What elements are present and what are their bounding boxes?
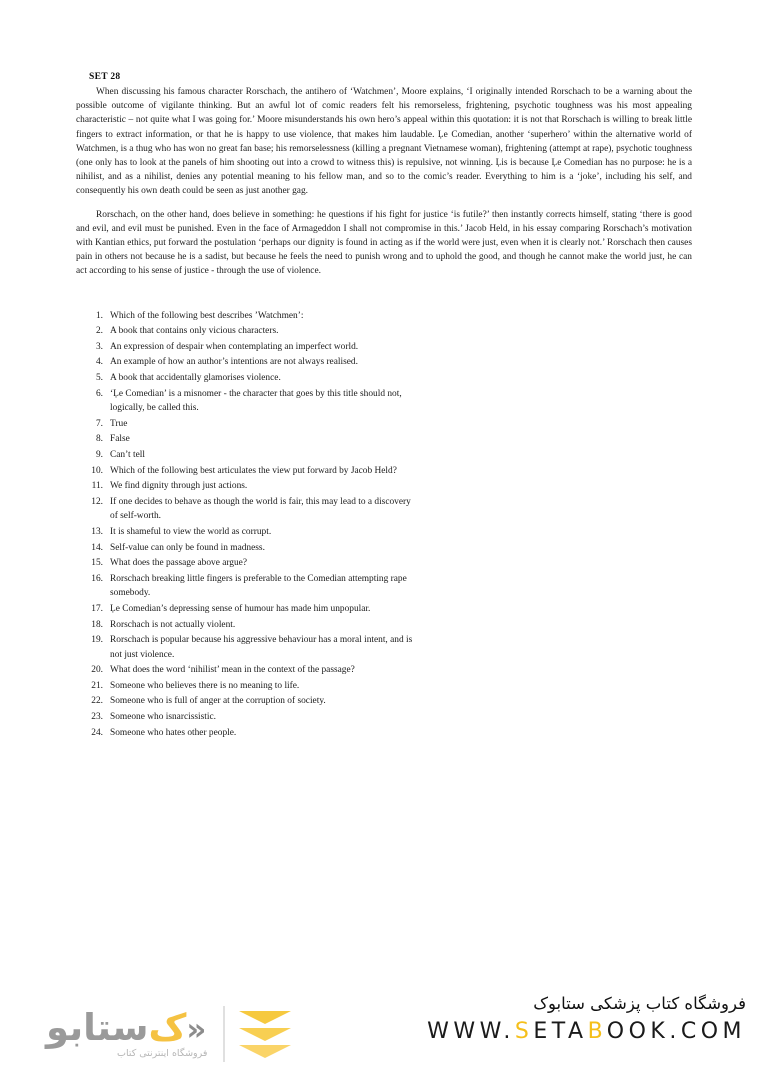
question-number: 18. bbox=[91, 619, 103, 630]
question-text: An expression of despair when contemplating an imperfect world. bbox=[110, 341, 359, 352]
question-item bbox=[84, 324, 414, 339]
question-number: 23. bbox=[91, 712, 103, 723]
question-item bbox=[84, 432, 414, 447]
brand-url-part: OOK.COM bbox=[606, 1019, 746, 1044]
brand-url-part: B bbox=[587, 1019, 607, 1044]
brand-logo bbox=[46, 998, 291, 1070]
logo-wordmark-main: ستابو bbox=[46, 1006, 149, 1050]
question-text: ‘Ļe Comedian’ is a misnomer - the character that goes by this title should not, logically, be called this. bbox=[110, 388, 402, 414]
question-item bbox=[84, 355, 414, 370]
question-item bbox=[84, 541, 414, 556]
question-number: 15. bbox=[91, 558, 103, 569]
question-list bbox=[84, 309, 414, 741]
brand-footer bbox=[0, 988, 764, 1080]
question-item bbox=[84, 633, 414, 662]
question-item bbox=[84, 679, 414, 694]
question-text: A book that accidentally glamorises violence. bbox=[110, 373, 281, 384]
question-item bbox=[84, 448, 414, 463]
brand-url-part: WWW. bbox=[427, 1019, 515, 1044]
question-number: 16. bbox=[91, 573, 103, 584]
document-content bbox=[76, 72, 692, 741]
question-number: 17. bbox=[91, 603, 103, 614]
question-number: 22. bbox=[91, 696, 103, 707]
question-number: 24. bbox=[91, 727, 103, 738]
question-item bbox=[84, 417, 414, 432]
question-item bbox=[84, 387, 414, 416]
question-number: 20. bbox=[91, 665, 103, 676]
question-number: 3. bbox=[95, 341, 103, 352]
question-number: 7. bbox=[95, 418, 103, 429]
question-item bbox=[84, 371, 414, 386]
question-item bbox=[84, 602, 414, 617]
question-text: Self-value can only be found in madness. bbox=[110, 542, 265, 553]
question-text: Someone who hates other people. bbox=[110, 727, 237, 738]
question-item bbox=[84, 572, 414, 601]
passage-paragraph-1: When discussing his famous character Rorschach, the antihero of ‘Watchmen’, Moore explains, ‘I originally intended Rorschach to be a warning about the possible outcome of vigilante thinking. But an awful lot of comic readers felt his remorseless, frightening, psychotic toughness was his most appealing characteristic – not quite what I was going for.’ Moore misunderstands his own hero’s appeal within this quotation: it is not that Rorschach is willing to break little fingers to extract information, or that he is happy to use violence, that makes him laudable. Ļe Comedian, another ‘superhero’ within the alternative world of Watchmen, is a thug who has won no great fan base; his remorselessness (killing a pregnant Vietnamese woman), frightening (attempt at rape), psychotic toughness (one only has to look at the panels of him shooting out into a crowd to witness this) is repulsive, not winning. Ļis is because Ļe Comedian has no purpose: he is a nihilist, and as a nihilist, denies any potential meaning to his fellow man, and so to the comic’s reader. Everything to him is a ‘joke’, including his self, and consequently his own death could be seen as just another gag. bbox=[76, 87, 692, 197]
question-number: 6. bbox=[95, 388, 103, 399]
chevron-logo-icon bbox=[239, 1011, 291, 1058]
question-number: 14. bbox=[91, 542, 103, 553]
question-text: Someone who isnarcissistic. bbox=[110, 712, 216, 723]
question-item bbox=[84, 663, 414, 678]
question-text: An example of how an author’s intentions are not always realised. bbox=[110, 357, 358, 368]
logo-wordmark-tail: ک bbox=[148, 1006, 187, 1050]
question-number: 10. bbox=[91, 465, 103, 476]
question-text: Rorschach breaking little fingers is preferable to the Comedian attempting rape somebody. bbox=[110, 573, 407, 599]
logo-subtitle: فروشگاه اینترنتی کتاب bbox=[117, 1048, 208, 1060]
guillemet-icon: « bbox=[186, 1012, 206, 1049]
chevron-icon-middle bbox=[239, 1028, 291, 1041]
chevron-icon-bottom bbox=[239, 1045, 291, 1058]
question-number: 8. bbox=[95, 434, 103, 445]
brand-url[interactable] bbox=[427, 1019, 746, 1044]
question-text: Rorschach is not actually violent. bbox=[110, 619, 236, 630]
question-text: It is shameful to view the world as corrupt. bbox=[110, 526, 272, 537]
question-number: 4. bbox=[95, 357, 103, 368]
question-number: 9. bbox=[95, 449, 103, 460]
question-text: What does the passage above argue? bbox=[110, 558, 248, 569]
question-number: 12. bbox=[91, 496, 103, 507]
question-text: Someone who believes there is no meaning to life. bbox=[110, 680, 300, 691]
question-number: 1. bbox=[95, 310, 103, 321]
question-text: What does the word ‘nihilist’ mean in the context of the passage? bbox=[110, 665, 355, 676]
question-item bbox=[84, 525, 414, 540]
question-item bbox=[84, 710, 414, 725]
question-text: Which of the following best describes ’Watchmen’: bbox=[110, 310, 304, 321]
chevron-icon-top bbox=[239, 1011, 291, 1024]
brand-text-block bbox=[427, 994, 746, 1044]
question-number: 5. bbox=[95, 373, 103, 384]
question-text: A book that contains only vicious characters. bbox=[110, 326, 279, 337]
question-item bbox=[84, 464, 414, 479]
question-number: 21. bbox=[91, 680, 103, 691]
logo-wordmark bbox=[46, 1006, 208, 1060]
page-title: SET 28 bbox=[89, 72, 121, 82]
question-item bbox=[84, 495, 414, 524]
question-number: 2. bbox=[95, 326, 103, 337]
brand-tagline: فروشگاه کتاب پزشکی ستابوک bbox=[533, 994, 746, 1013]
question-text: True bbox=[110, 418, 128, 429]
question-text: False bbox=[110, 434, 130, 445]
question-text: Can’t tell bbox=[110, 449, 145, 460]
question-number: 13. bbox=[91, 526, 103, 537]
logo-wordmark-text bbox=[46, 1006, 207, 1050]
question-text: Which of the following best articulates the view put forward by Jacob Held? bbox=[110, 465, 397, 476]
brand-url-part: S bbox=[514, 1019, 534, 1044]
question-item bbox=[84, 340, 414, 355]
question-item bbox=[84, 479, 414, 494]
brand-url-part: ETA bbox=[533, 1019, 588, 1044]
question-number: 19. bbox=[91, 635, 103, 646]
question-text: Rorschach is popular because his aggressive behaviour has a moral intent, and is not just violence. bbox=[110, 635, 413, 660]
question-item bbox=[84, 694, 414, 709]
question-text: We find dignity through just actions. bbox=[110, 481, 248, 492]
question-item bbox=[84, 726, 414, 741]
question-text: Ļe Comedian’s depressing sense of humour has made him unpopular. bbox=[110, 603, 371, 614]
question-number: 11. bbox=[91, 481, 103, 492]
question-text: Someone who is full of anger at the corruption of society. bbox=[110, 696, 326, 707]
question-item bbox=[84, 556, 414, 571]
logo-divider bbox=[223, 1006, 225, 1062]
passage-paragraph-2: Rorschach, on the other hand, does believe in something: he questions if his fight for justice ‘is futile?’ then instantly corrects himself, stating ‘there is good and evil, and evil must be punished. Even in the face of Armageddon I shall not compromise in this.’ Jacob Held, in his essay comparing Rorschach’s motivation with Kantian ethics, put forward the postulation ‘perhaps our dignity is found in acting as if the world were just, even when it is clearly not.’ Rorschach then causes pain in others not because he is a sadist, but because he feels the need to punish wrong and to uphold the good, and though he cannot make the world just, he can act according to his sense of justice - through the use of violence. bbox=[76, 209, 692, 277]
question-text: If one decides to behave as though the world is fair, this may lead to a discovery of self-worth. bbox=[110, 496, 411, 522]
question-item bbox=[84, 309, 414, 324]
question-item bbox=[84, 618, 414, 633]
